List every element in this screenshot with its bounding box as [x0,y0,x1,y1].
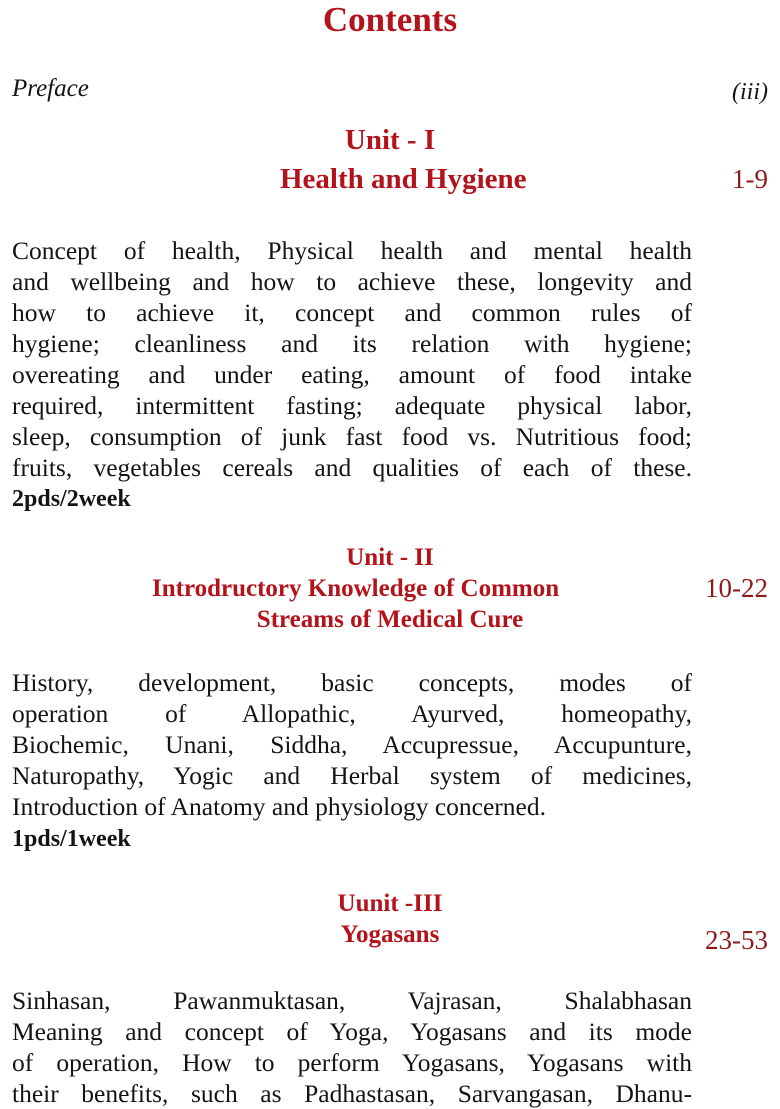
unit-1-heading: Health and Hygiene [280,163,527,195]
text-line: hygiene; cleanliness and its relation with hygiene; [12,329,692,358]
unit-3-pages: 23-53 [705,925,768,955]
preface-page: (iii) [732,79,768,105]
text-line: Introduction of Anatomy and physiology concerned. [12,792,546,821]
text-line: and wellbeing and how to achieve these, longevity and [12,267,692,296]
text-line: Biochemic, Unani, Siddha, Accupressue, Accupunture, [12,730,692,759]
unit-1-periods: 2pds/2week [12,486,131,512]
unit-3-heading: Yogasans [340,921,440,948]
page-title: Contents [322,0,458,39]
unit-1-label: Unit - I [344,124,436,156]
unit-1-pages: 1-9 [732,164,768,194]
unit-2-heading-line-2: Streams of Medical Cure [256,606,524,633]
unit-2-label: Unit - II [346,544,434,571]
text-line: History, development, basic concepts, modes of [12,668,692,697]
text-line: Sinhasan, Pawanmuktasan, Vajrasan, Shalabhasan [12,986,692,1015]
unit-2-periods: 1pds/1week [12,826,131,852]
text-line: their benefits, such as Padhastasan, Sarvangasan, Dhanu- [12,1079,692,1108]
unit-3-label: Uunit -III [337,890,443,917]
text-line: Naturopathy, Yogic and Herbal system of medicines, [12,761,692,790]
preface-label: Preface [12,75,89,102]
text-line: Meaning and concept of Yoga, Yogasans and its mode [12,1017,692,1046]
unit-2-pages: 10-22 [705,573,768,603]
text-line: required, intermittent fasting; adequate physical labor, [12,391,692,420]
text-line: sleep, consumption of junk fast food vs. Nutritious food; [12,422,692,451]
text-line: operation of Allopathic, Ayurved, homeopathy, [12,699,692,728]
text-line: Concept of health, Physical health and mental health [12,236,692,265]
text-line: how to achieve it, concept and common rules of [12,298,692,327]
text-line: of operation, How to perform Yogasans, Yogasans with [12,1048,692,1077]
text-line: fruits, vegetables cereals and qualities of each of these. [12,453,692,482]
unit-2-heading-line-1: Introdructory Knowledge of Common [152,575,560,602]
text-line: overeating and under eating, amount of food intake [12,360,692,389]
